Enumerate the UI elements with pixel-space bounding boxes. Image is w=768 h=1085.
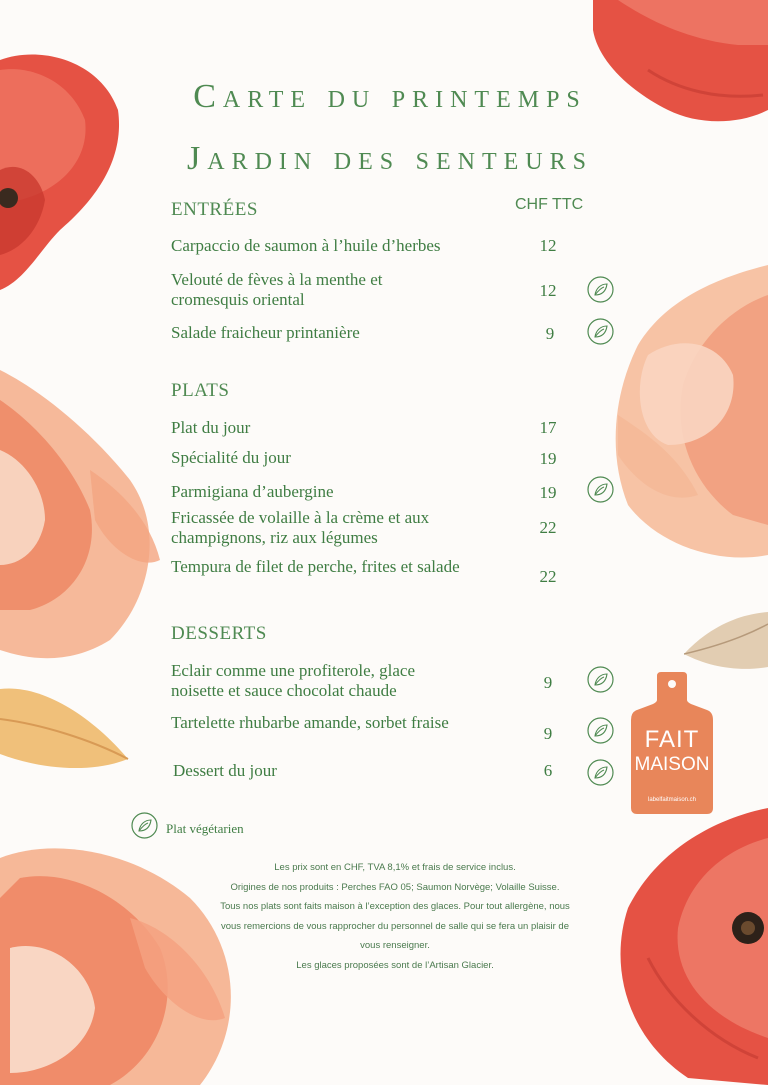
vegetarian-leaf-icon: [587, 717, 614, 744]
menu-item-name: Salade fraicheur printanière: [171, 323, 360, 342]
section-title-plats: PLATS: [171, 380, 230, 401]
menu-item-price: 9: [543, 673, 553, 692]
footer-line: Les prix sont en CHF, TVA 8,1% et frais de service inclus.: [274, 862, 516, 873]
menu-item-price: 19: [539, 449, 557, 468]
price-column-header: CHF TTC: [515, 196, 584, 213]
legend-leaf-icon: [131, 812, 158, 839]
menu-item-name: Plat du jour: [171, 418, 251, 437]
footer-line: Les glaces proposées sont de l’Artisan Glacier.: [296, 959, 494, 971]
section-title-entrees: ENTRÉES: [171, 199, 258, 220]
menu-title: Carte du printemps: [193, 78, 587, 115]
menu-item-name: Eclair comme une profiterole, glace noisette et sauce chocolat chaude: [171, 661, 416, 700]
menu-item-name: Dessert du jour: [173, 761, 277, 780]
menu-item-price: 9: [543, 724, 553, 743]
badge-url: labelfaitmaison.ch: [647, 797, 697, 803]
menu-item-price: 22: [539, 518, 557, 537]
menu-item-name: Carpaccio de saumon à l’huile d’herbes: [171, 236, 441, 255]
poppy-flower-bottom-right: [608, 808, 768, 1085]
legend-label: Plat végétarien: [166, 821, 244, 836]
footer-notes: [205, 858, 585, 975]
footer-line: vous renseigner.: [360, 940, 430, 951]
peach-flower-left: [0, 370, 165, 660]
menu-subtitle: Jardin des senteurs: [187, 140, 593, 177]
vegetarian-leaf-icon: [587, 276, 614, 303]
menu-item-price: 9: [545, 324, 555, 343]
menu-item-name: Spécialité du jour: [171, 448, 291, 467]
menu-item-name: Tartelette rhubarbe amande, sorbet fraise: [171, 713, 449, 732]
badge-line2: MAISON: [634, 754, 710, 775]
vegetarian-leaf-icon: [587, 759, 614, 786]
footer-line: vous remercions de vous rapprocher du personnel de salle qui se fera un plaisir de: [220, 920, 569, 932]
menu-item-price: 6: [543, 761, 553, 780]
yellow-leaf-left: [0, 684, 130, 774]
badge-line1: FAIT: [644, 726, 700, 753]
section-title-desserts: DESSERTS: [171, 623, 267, 644]
vegetarian-leaf-icon: [587, 666, 614, 693]
menu-item-name: Tempura de filet de perche, frites et salade: [171, 557, 460, 576]
footer-line: Origines de nos produits : Perches FAO 05; Saumon Norvège; Volaille Suisse.: [230, 881, 560, 893]
footer-line: Tous nos plats sont faits maison à l’exception des glaces. Pour tout allergène, nous: [220, 901, 570, 912]
menu-item-price: 19: [539, 483, 557, 502]
vegetarian-leaf-icon: [587, 318, 614, 345]
peach-flower-right: [608, 255, 768, 565]
menu-item-name: Velouté de fèves à la menthe et cromesquis oriental: [171, 270, 383, 309]
menu-item-price: 12: [539, 236, 557, 255]
menu-item-price: 17: [539, 418, 557, 437]
menu-item-name: Fricassée de volaille à la crème et aux champignons, riz aux légumes: [171, 508, 430, 547]
vegetarian-leaf-icon: [587, 476, 614, 503]
menu-item-price: 22: [539, 567, 557, 586]
menu-item-name: Parmigiana d’aubergine: [171, 482, 334, 501]
menu-item-price: 12: [539, 281, 557, 300]
beige-leaf-right: [684, 612, 768, 672]
